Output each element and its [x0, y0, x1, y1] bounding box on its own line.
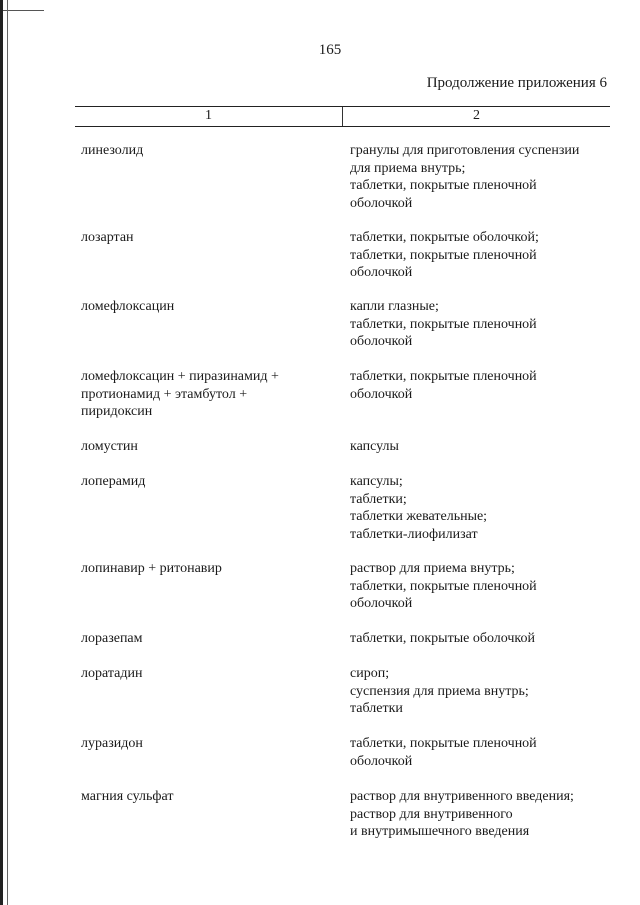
column-header-1: 1	[205, 108, 212, 123]
dosage-forms: таблетки, покрытые оболочкой	[350, 631, 536, 646]
dosage-forms: раствор для внутривенного введения; раствор для внутривенного и внутримышечного введения	[350, 789, 574, 839]
drug-name: ломефлоксацин + пиразинамид + протионамид + этамбутол + пиридоксин	[81, 369, 279, 419]
dosage-forms: раствор для приема внутрь; таблетки, покрытые пленочной оболочкой	[350, 561, 537, 611]
dosage-forms: капсулы	[350, 439, 399, 454]
table-header	[75, 106, 610, 127]
dosage-forms: капсулы; таблетки; таблетки жевательные; таблетки-лиофилизат	[350, 474, 488, 542]
column-header-2: 2	[473, 108, 480, 123]
drug-name: лозартан	[81, 230, 134, 245]
scan-edge-line	[7, 0, 8, 905]
drug-name: ломустин	[81, 439, 138, 454]
drug-name: луразидон	[81, 736, 143, 751]
drug-name: магния сульфат	[81, 789, 174, 804]
drug-name: лоперамид	[81, 474, 146, 489]
drug-name: лоразепам	[81, 631, 143, 646]
dosage-forms: таблетки, покрытые пленочной оболочкой	[350, 369, 537, 402]
page-number: 165	[318, 42, 342, 58]
drug-name: ломефлоксацин	[81, 299, 175, 314]
appendix-label: Продолжение приложения 6	[426, 75, 607, 91]
dosage-forms: гранулы для приготовления суспензии для приема внутрь; таблетки, покрытые пленочной оболочкой	[350, 143, 580, 211]
dosage-forms: капли глазные; таблетки, покрытые пленочной оболочкой	[350, 299, 537, 349]
dosage-forms: таблетки, покрытые оболочкой; таблетки, покрытые пленочной оболочкой	[350, 230, 539, 280]
dosage-forms: сироп; суспензия для приема внутрь; таблетки	[350, 666, 529, 716]
dosage-forms: таблетки, покрытые пленочной оболочкой	[350, 736, 537, 769]
drug-name: линезолид	[81, 143, 144, 158]
drug-name: лопинавир + ритонавир	[81, 561, 222, 576]
drug-name: лоратадин	[81, 666, 143, 681]
scan-edge-border	[0, 0, 3, 905]
